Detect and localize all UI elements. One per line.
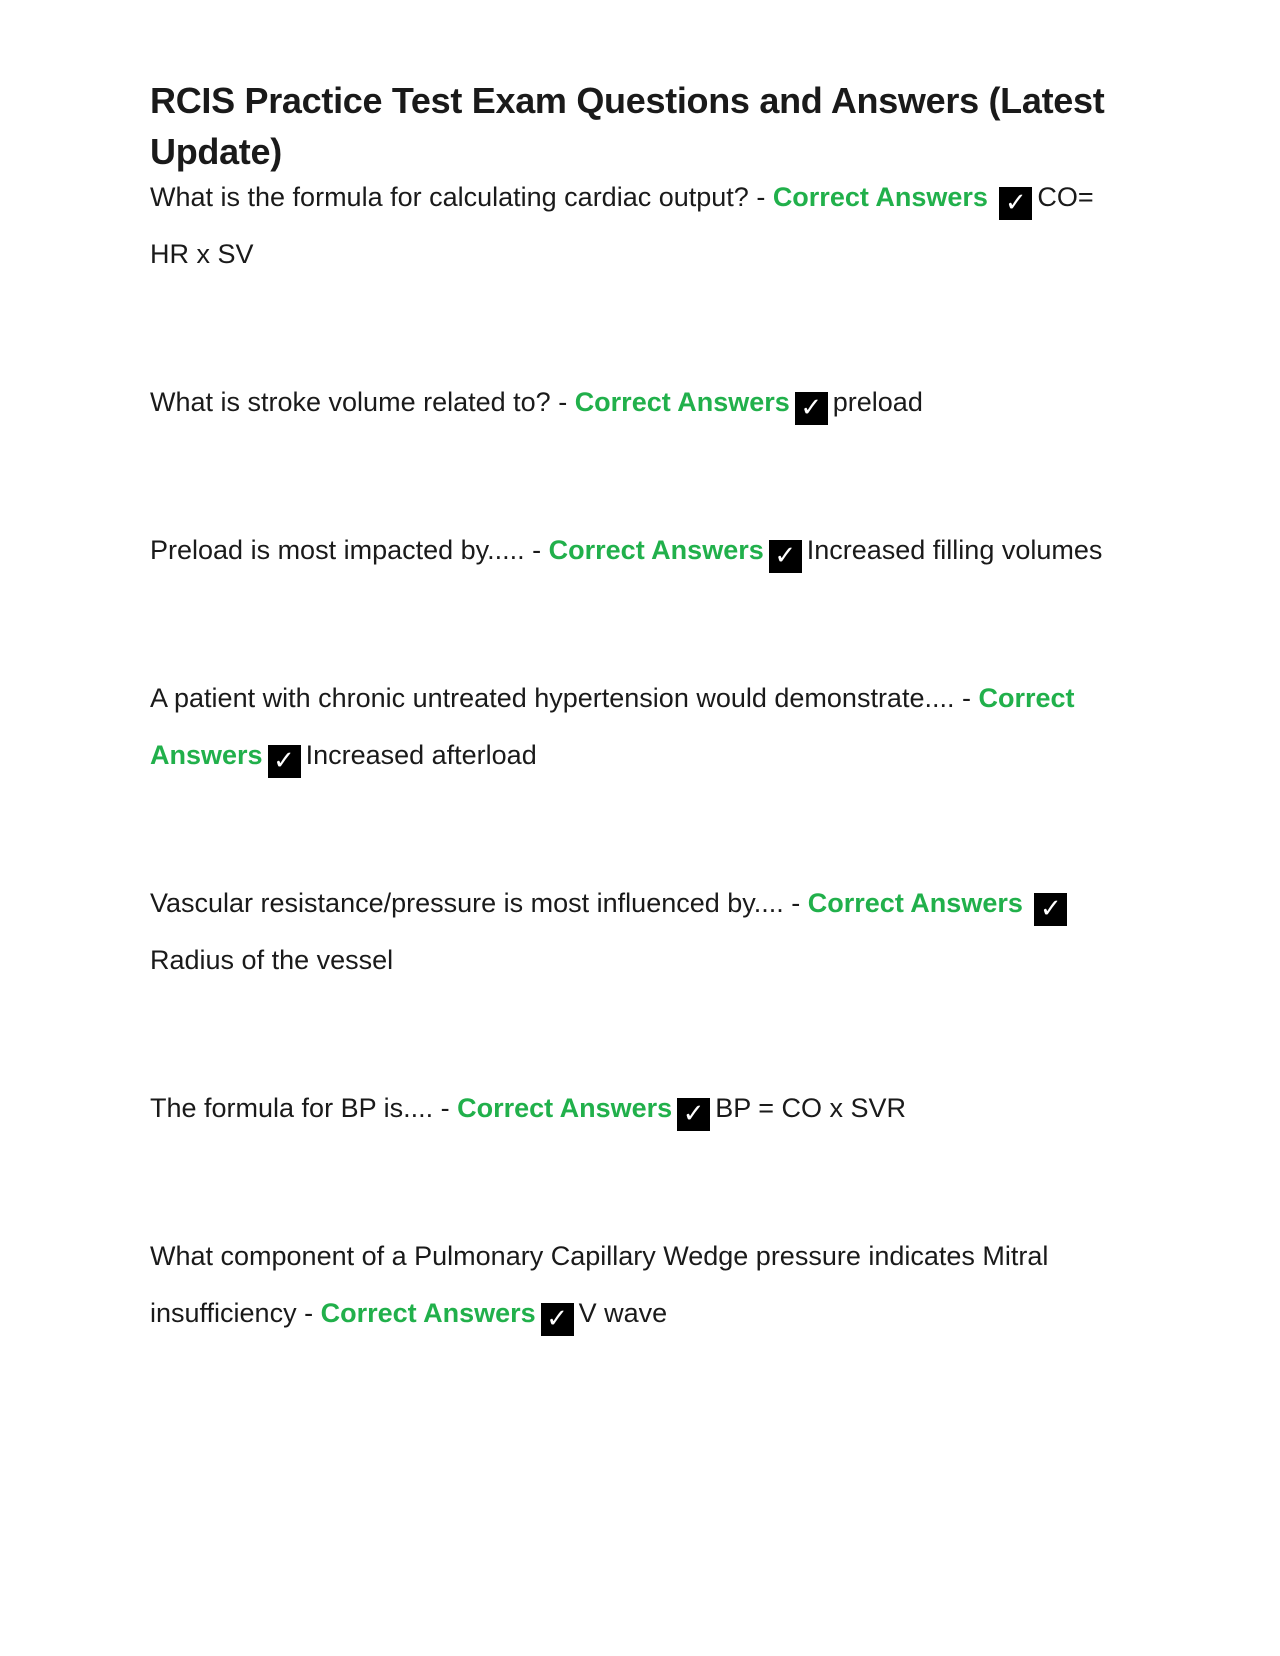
- question-text: What is stroke volume related to?: [150, 387, 551, 417]
- correct-answers-label: Correct Answers: [457, 1093, 673, 1123]
- qa-item-1: [150, 169, 1130, 283]
- question-text: What component of a Pulmonary Capillary Wedge pressure indicates Mitral insufficiency: [150, 1241, 1049, 1328]
- answer-text: preload: [832, 387, 923, 417]
- answer-text: CO= HR x SV: [150, 182, 1094, 269]
- separator: -: [954, 683, 979, 713]
- question-text: Preload is most impacted by.....: [150, 535, 525, 565]
- qa-item-2: [150, 374, 1130, 431]
- answer-text: Increased filling volumes: [806, 535, 1103, 565]
- answer-text: Radius of the vessel: [150, 945, 394, 975]
- qa-item-6: [150, 1080, 1130, 1137]
- question-text: The formula for BP is....: [150, 1093, 434, 1123]
- separator: -: [748, 182, 773, 212]
- answer-text: Increased afterload: [305, 740, 537, 770]
- question-text: Vascular resistance/pressure is most influenced by....: [150, 888, 784, 918]
- check-box-icon: ✓: [999, 187, 1032, 220]
- separator: -: [550, 387, 575, 417]
- document-title: RCIS Practice Test Exam Questions and Answers (Latest Update): [150, 80, 1105, 172]
- qa-item-5: [150, 875, 1130, 989]
- qa-item-3: [150, 522, 1130, 579]
- correct-answers-label: Correct Answers: [574, 387, 790, 417]
- check-box-icon: ✓: [677, 1098, 710, 1131]
- question-text: What is the formula for calculating cardiac output?: [150, 182, 749, 212]
- check-box-icon: ✓: [795, 392, 828, 425]
- correct-answers-label: Correct Answers: [320, 1298, 536, 1328]
- qa-list: [150, 169, 1130, 1342]
- answer-text: BP = CO x SVR: [715, 1093, 907, 1123]
- check-box-icon: ✓: [541, 1303, 574, 1336]
- correct-answers-label: Correct Answers: [548, 535, 764, 565]
- qa-item-4: [150, 670, 1130, 784]
- correct-answers-label: Correct Answers: [772, 182, 988, 212]
- separator: -: [783, 888, 808, 918]
- check-box-icon: ✓: [769, 540, 802, 573]
- check-box-icon: ✓: [268, 745, 301, 778]
- separator: -: [524, 535, 549, 565]
- document-page: [150, 75, 1130, 1342]
- separator: -: [296, 1298, 321, 1328]
- answer-text: V wave: [578, 1298, 668, 1328]
- check-box-icon: ✓: [1034, 893, 1067, 926]
- question-text: A patient with chronic untreated hypertension would demonstrate....: [150, 683, 955, 713]
- qa-item-7: [150, 1228, 1130, 1342]
- separator: -: [433, 1093, 458, 1123]
- correct-answers-label: Correct Answers: [150, 683, 1075, 770]
- correct-answers-label: Correct Answers: [807, 888, 1023, 918]
